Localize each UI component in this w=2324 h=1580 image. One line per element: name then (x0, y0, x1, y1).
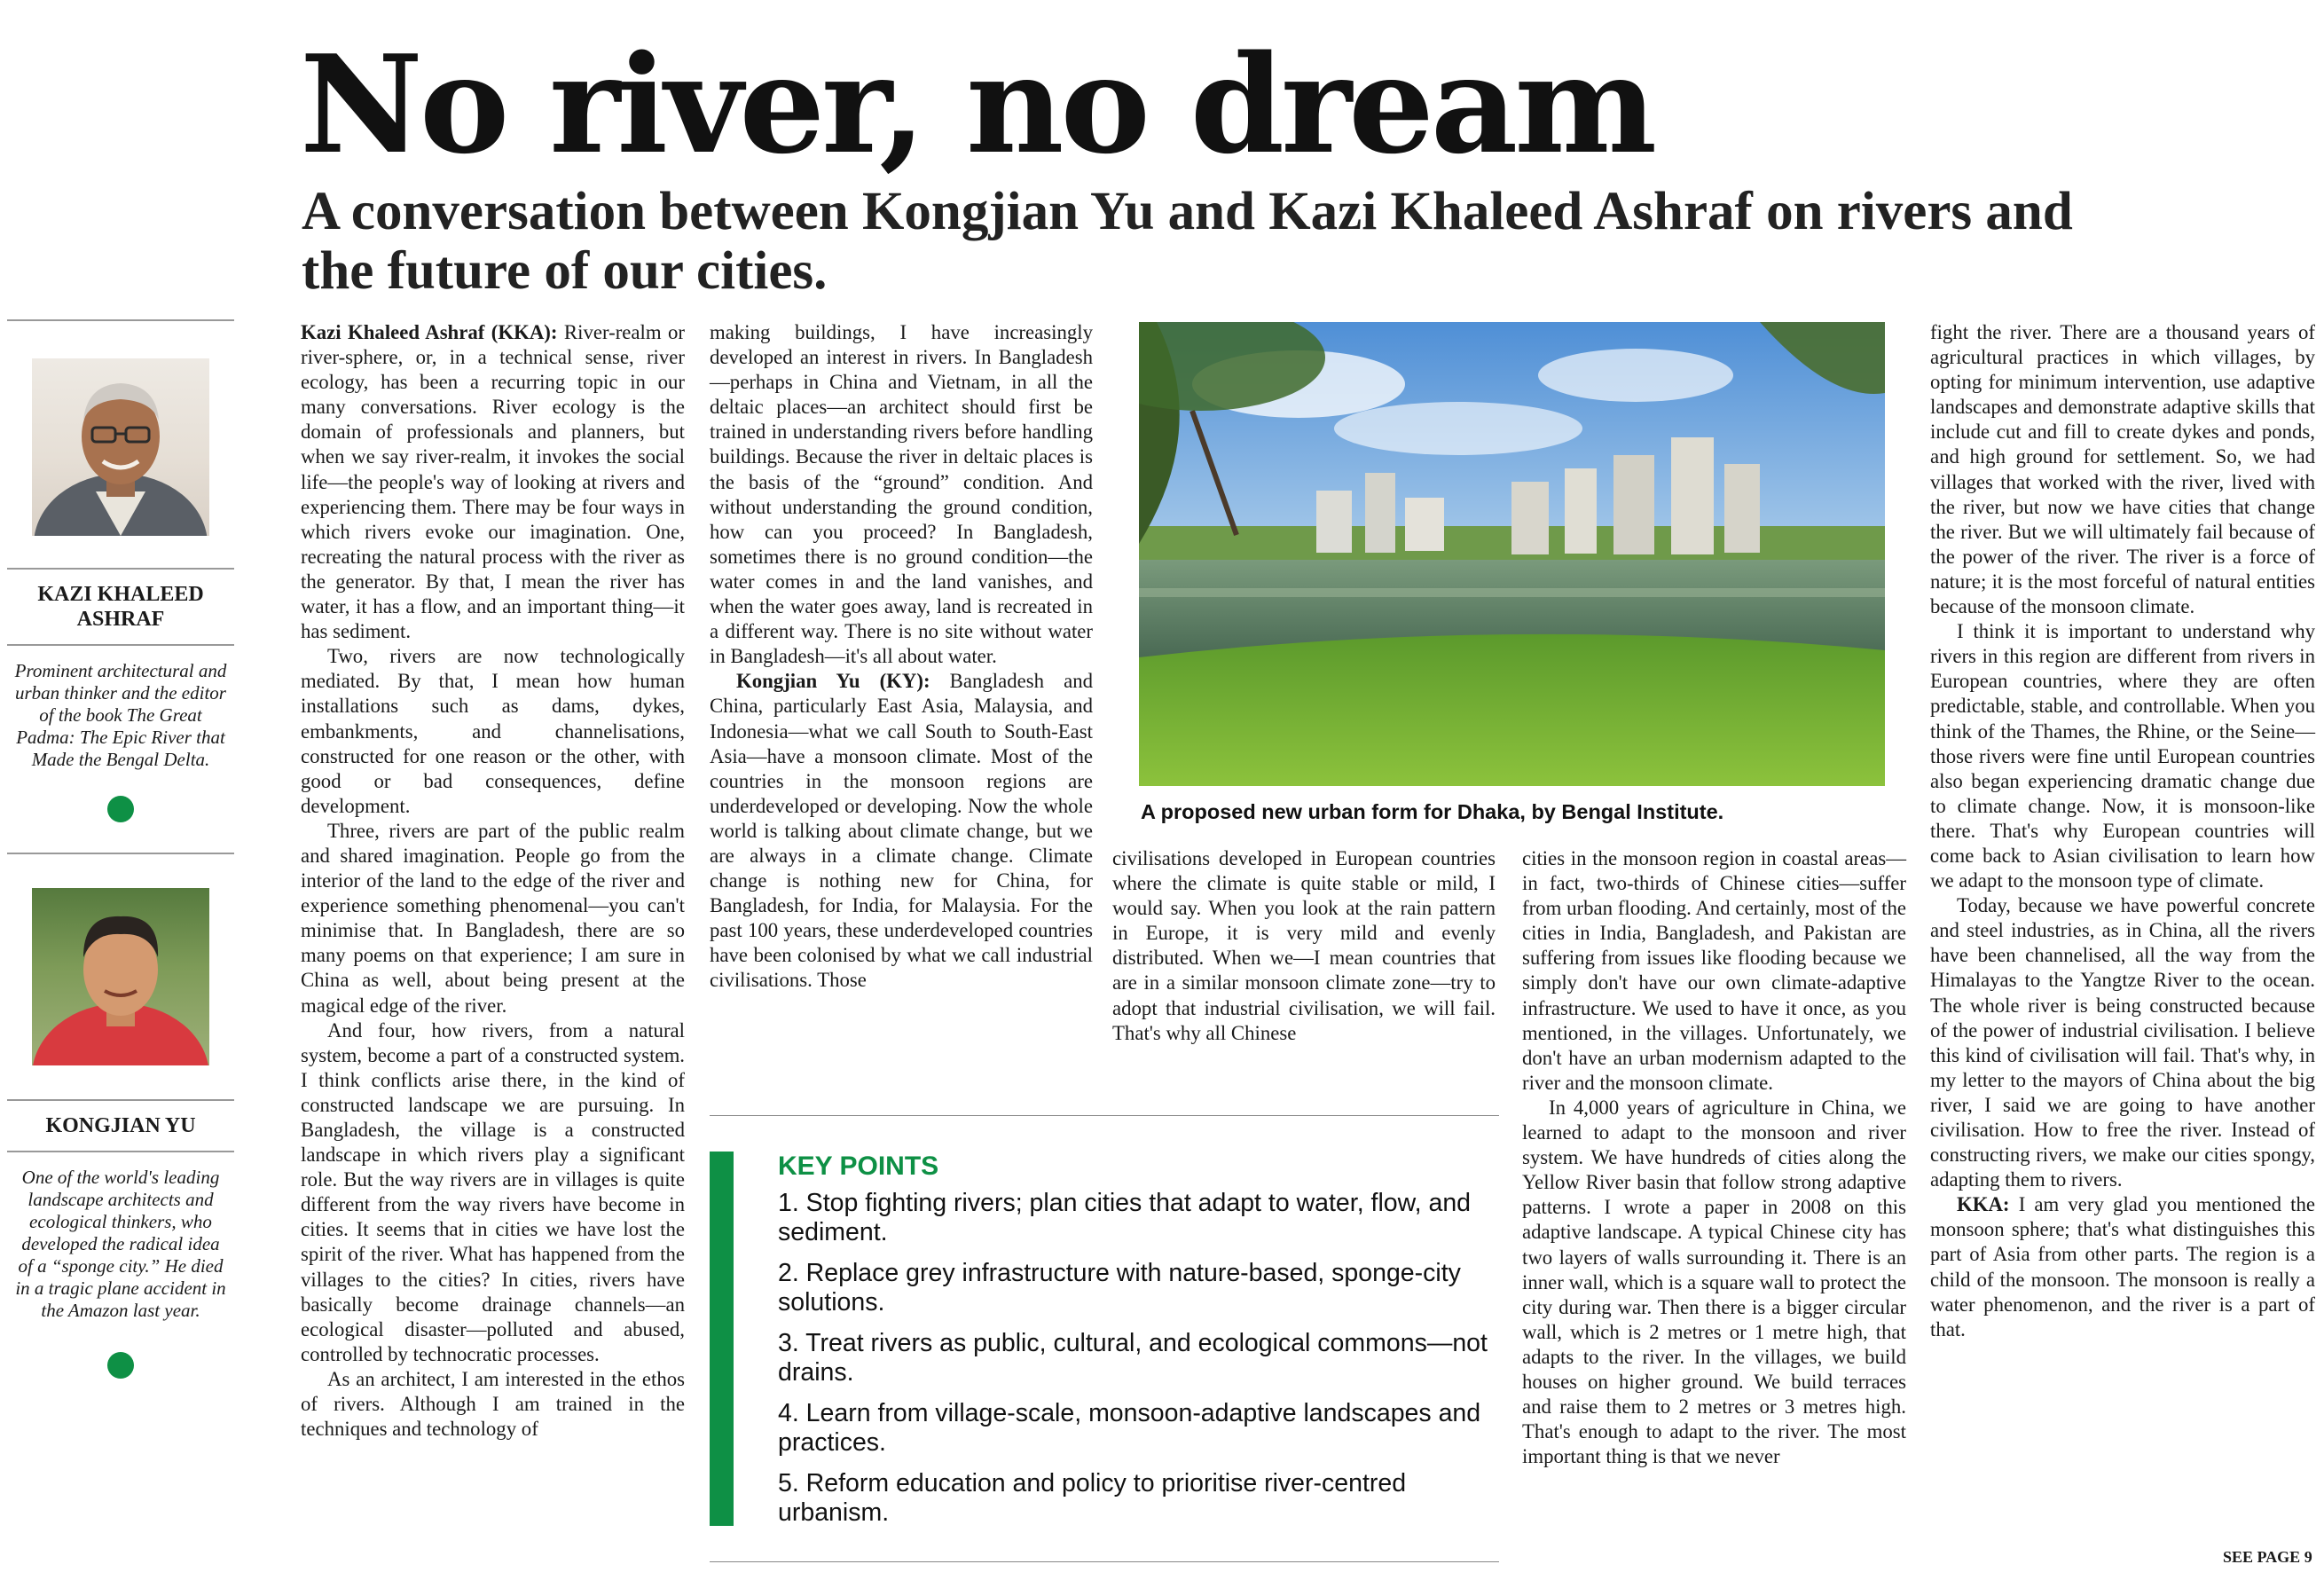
article-column-4 (1522, 846, 1906, 1469)
person-bio: One of the world's leading landscape architects and ecological thinkers, who developed the radical idea of a “sponge city.” He died in a tragic plane accident in the Amazon last year. (15, 1167, 226, 1321)
list-item: 1. Stop fighting rivers; plan cities that adapt to water, flow, and sediment. (778, 1189, 1472, 1246)
paragraph-text: I am very glad you mentioned the monsoon sphere; that's what distinguishes this part of Asia from other parts. The region is a child of the monsoon. The monsoon is really a water phenomenon, and the river is a part of that. (1930, 1193, 2316, 1340)
speaker-label: KKA: (1957, 1193, 2010, 1216)
paragraph (301, 320, 685, 644)
paragraph: And four, how rivers, from a natural system, become a part of a constructed system. I think conflicts arise there, in the kind of constructed landscape we are pursuing. In Bangladesh, the village is a constructed landscape in which rivers play a significant role. But the way rivers are in villages is quite different from the way rivers have become in cities. It seems that in cities we have lost the spirit of the river. What has happened from the villages to the cities? In cities, rivers have basically become drainage channels—an ecological disaster—polluted and abused, controlled by technocratic processes. (301, 1018, 685, 1365)
list-item: 4. Learn from village-scale, monsoon-adaptive landscapes and practices. (778, 1399, 1481, 1457)
speaker-label: Kazi Khaleed Ashraf (KKA): (301, 321, 558, 343)
subhead: A conversation between Kongjian Yu and Kazi Khaleed Ashraf on rivers and the future of our cities. (302, 182, 2073, 301)
photo-caption: A proposed new urban form for Dhaka, by Bengal Institute. (1141, 800, 1724, 823)
key-points-list (778, 1189, 1488, 1539)
urban-form-rendering (1139, 322, 1885, 786)
paragraph-text: River-realm or river-sphere, or, in a technical sense, river ecology, has been a recurring topic in our many conversations. River ecology is the domain of professionals and planners, but when we say river-realm, it invokes the social life—the people's way of looking at rivers and experiencing them. There may be four ways in which rivers evoke our imagination. One, recreating the natural process with the river as the generator. By that, I mean the river has water, it has a flow, and an important thing—it has sediment. (301, 321, 685, 643)
paragraph: As an architect, I am interested in the ethos of rivers. Although I am trained in the techniques and technology of (301, 1367, 685, 1441)
divider (7, 1151, 234, 1152)
person-name: KAZI KHALEED ASHRAF (37, 583, 204, 631)
paragraph: Three, rivers are part of the public realm and shared imagination. People go from the interior of the land to the edge of the river and experience something phenomenal—you can't minimise that. In Bangladesh, there are so many poems on that experience; I am sure in China as well, about being present at the magical edge of the river. (301, 819, 685, 1017)
sidebar-profiles (7, 319, 234, 1379)
person-bio: Prominent architectural and urban thinker and the editor of the book The Great Padma: The Epic River that Made the Bengal Delta. (14, 660, 227, 770)
jump-line: SEE PAGE 9 (2223, 1548, 2312, 1566)
paragraph: I think it is important to understand why rivers in this region are different from rivers in European countries, where they are often predictable, stable, and controllable. When you think of the Thames, the Rhine, or the Seine—those rivers were fine until European countries also began experiencing dramatic change due to climate change. Now, it is monsoon-like there. That's why European countries will come back to Asian civilisation to learn how we adapt to the monsoon type of climate. (1930, 620, 2315, 892)
headline: No river, no dream (300, 25, 1654, 184)
list-item: 5. Reform education and policy to prioritise river-centred urbanism. (778, 1469, 1407, 1527)
key-points-title: KEY POINTS (778, 1152, 939, 1181)
divider (710, 1115, 1499, 1116)
key-points-box (710, 1152, 1499, 1526)
speaker-label: Kongjian Yu (KY): (736, 670, 930, 693)
bullet-dot (107, 796, 134, 822)
divider (7, 319, 234, 321)
paragraph: Today, because we have powerful concrete and steel industries, as in China, all the rivers have been channelised, all the way from the Himalayas to the Yangtze River to the ocean. The whole river is being constructed because of the power of industrial civilisation. I believe this kind of civilisation will fail. That's why, in my letter to the mayors of China about the big river, I said we are going to have another civilisation. How to free the river. Instead of constructing rivers, we make our cities spongy, adapting them to rivers. (1930, 894, 2315, 1191)
paragraph: cities in the monsoon region in coastal areas— in fact, two-thirds of Chinese cities—suffer from urban flooding. And certainly, most of the cities in India, Bangladesh, and Pakistan are suffering from issues like flooding because we simply don't have our own climate-adaptive infrastructure. We used to have it once, as you mentioned, in the villages. Unfortunately, we don't have an urban modernism adapted to the river and the monsoon climate. (1522, 847, 1906, 1094)
person-name: KONGJIAN YU (45, 1114, 196, 1137)
paragraph: making buildings, I have increasingly developed an interest in rivers. In Bangladesh—perhaps in China and Vietnam, in all the deltaic places—an architect should first be trained in understanding rivers before handling buildings. Because the river in deltaic places is the basis of the “ground” condition. And without understanding the ground condition, how can you proceed? In Bangladesh, sometimes there is no ground condition—the water comes in and the land vanishes, and when the water goes away, land is recreated in a different way. There is no site without water in Bangladesh—it's all about water. (710, 321, 1093, 668)
paragraph-text: Bangladesh and China, particularly East Asia, Malaysia, and Indonesia—what we call South to South-East Asia—have a monsoon climate. Most of the countries in the monsoon regions are underdeveloped or developing. Now the whole world is talking about climate change, but we are always in a climate change. Climate change is nothing new for China, for Bangladesh, for India, for Malaysia. For the past 100 years, these underdeveloped countries have been colonised by what we call industrial civilisations. Those (710, 670, 1093, 992)
divider (7, 644, 234, 646)
article-column-3 (1112, 846, 1496, 1046)
list-item: 3. Treat rivers as public, cultural, and ecological commons—not drains. (778, 1329, 1488, 1387)
divider (710, 1561, 1499, 1562)
article-column-1 (301, 320, 685, 1442)
paragraph (710, 669, 1093, 993)
divider (7, 853, 234, 854)
article-photo (1139, 322, 1885, 786)
portrait-kongjian-yu (32, 888, 209, 1065)
article-column-5 (1930, 320, 2315, 1342)
paragraph (1930, 1192, 2315, 1342)
paragraph: civilisations developed in European countries where the climate is quite stable or mild, I would say. When you look at the rain pattern in Europe, it is very mild and evenly distributed. When we—I mean countries that are in a similar monsoon climate zone—try to adopt that industrial civilisation, we will fail. That's why all Chinese (1112, 847, 1496, 1044)
article-column-2 (710, 320, 1093, 994)
paragraph: Two, rivers are now technologically mediated. By that, I mean how human installations such as dams, dykes, embankments, and channelisations, constructed for one reason or the other, with good or bad consequences, define development. (301, 645, 685, 817)
paragraph: In 4,000 years of agriculture in China, we learned to adapt to the monsoon and river system. We have hundreds of cities along the Yellow River basin that follow strong adaptive patterns. I wrote a paper in 2008 on this adaptive landscape. A typical Chinese city has two layers of walls surrounding it. There is an inner wall, which is a square wall to protect the city during war. Then there is a bigger circular wall, which is 2 metres or 1 metre high, that adapts to the river. In the villages, we build houses on higher ground. We build terraces and raise them to 2 metres or 3 metres high. That's enough to adapt to the river. The most important thing is that we never (1522, 1096, 1906, 1468)
list-item: 2. Replace grey infrastructure with nature-based, sponge-city solutions. (778, 1259, 1461, 1317)
bullet-dot (107, 1352, 134, 1379)
portrait-kazi-khaleed-ashraf (32, 358, 209, 536)
paragraph: fight the river. There are a thousand years of agricultural practices in which villages, by opting for minimum intervention, use adaptive landscapes and demonstrate adaptive skills that include cut and fill to create dykes and ponds, and high ground for settlement. So, we had villages that worked with the river, lived with the river, but now we have cities that change the river. But we will ultimately fail because of the power of the river. The river is a force of nature; it is the most forceful of natural entities because of the monsoon climate. (1930, 321, 2315, 618)
accent-bar (710, 1152, 734, 1526)
